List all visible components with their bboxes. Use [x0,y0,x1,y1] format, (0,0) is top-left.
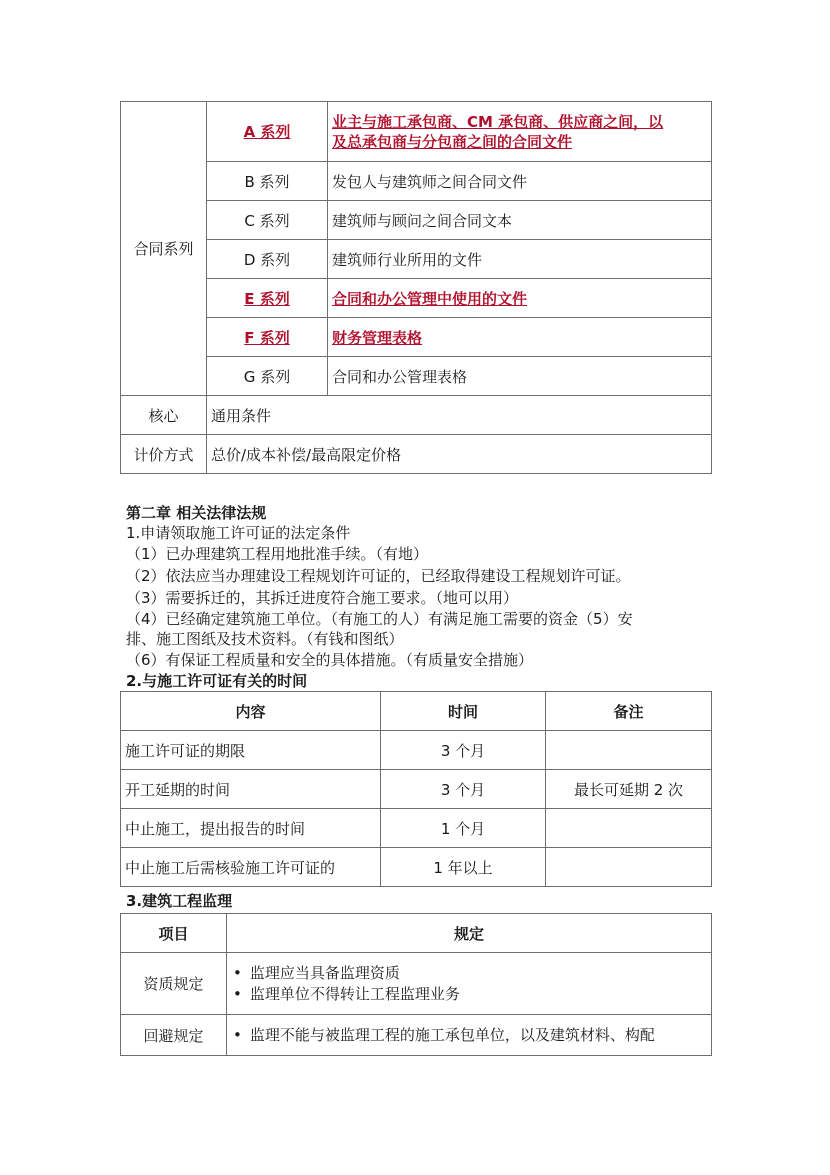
list-item: （1）已办理建筑工程用地批准手续。（有地） [126,545,429,563]
list-item: （2）依法应当办理建设工程规划许可证的，已经取得建设工程规划许可证。 [126,567,631,585]
table-cell: 1 个月 [381,809,546,848]
table-cell [227,1015,712,1056]
section-title: 1.申请领取施工许可证的法定条件 [126,524,351,542]
contract-series-label: 合同系列 [121,102,207,396]
table-row [121,162,712,201]
table-row [121,201,712,240]
bullet-list [231,963,711,1005]
series-code: F 系列 [207,318,328,357]
section-title: 3.建筑工程监理 [126,892,233,910]
contract-series-table [120,101,712,474]
column-header: 备注 [546,692,712,731]
series-code: G 系列 [207,357,328,396]
series-code: A 系列 [207,102,328,162]
table-cell [546,848,712,887]
series-code: B 系列 [207,162,328,201]
series-code: E 系列 [207,279,328,318]
section-title: 2.与施工许可证有关的时间 [126,672,308,690]
pricing-label: 计价方式 [121,435,207,474]
pricing-value: 总价/成本补偿/最高限定价格 [207,435,712,474]
column-header: 内容 [121,692,381,731]
series-code: D 系列 [207,240,328,279]
list-item: 排、施工图纸及技术资料。（有钱和图纸） [126,630,404,648]
series-desc: 业主与施工承包商、CM 承包商、供应商之间，以 及总承包商与分包商之间的合同文件 [328,102,712,162]
table-cell: 3 个月 [381,770,546,809]
list-item: （4）已经确定建筑施工单位。（有施工的人）有满足施工需要的资金（5）安 [126,610,633,628]
table-cell: 中止施工，提出报告的时间 [121,809,381,848]
table-cell: 施工许可证的期限 [121,731,381,770]
core-label: 核心 [121,396,207,435]
table-cell: 最长可延期 2 次 [546,770,712,809]
table-row [121,396,712,435]
series-desc: 合同和办公管理表格 [328,357,712,396]
bullet-list [231,1025,711,1046]
series-desc: 建筑师行业所用的文件 [328,240,712,279]
table-row [121,357,712,396]
table-row [121,279,712,318]
table-cell [546,731,712,770]
row-label: 资质规定 [121,953,227,1015]
table-row [121,435,712,474]
list-item: （6）有保证工程质量和安全的具体措施。（有质量安全措施） [126,651,534,669]
list-item: • 监理单位不得转让工程监理业务 [231,984,711,1005]
table-header-row [121,692,712,731]
table-row [121,848,712,887]
table-cell: 中止施工后需核验施工许可证的 [121,848,381,887]
list-item: （3）需要拆迁的，其拆迁进度符合施工要求。（地可以用） [126,589,519,607]
supervision-table [120,913,712,1056]
core-value: 通用条件 [207,396,712,435]
list-item: • 监理应当具备监理资质 [231,963,711,984]
table-row [121,809,712,848]
table-row [121,240,712,279]
table-row [121,102,712,162]
column-header: 项目 [121,914,227,953]
chapter-title: 第二章 相关法律法规 [126,504,267,522]
table-header-row [121,914,712,953]
series-desc: 发包人与建筑师之间合同文件 [328,162,712,201]
table-cell: 1 年以上 [381,848,546,887]
table-row [121,731,712,770]
series-code: C 系列 [207,201,328,240]
series-desc: 财务管理表格 [328,318,712,357]
table-row [121,1015,712,1056]
row-label: 回避规定 [121,1015,227,1056]
table-row [121,953,712,1015]
table-row [121,318,712,357]
table-cell [227,953,712,1015]
table-cell: 3 个月 [381,731,546,770]
series-desc: 合同和办公管理中使用的文件 [328,279,712,318]
table-cell [546,809,712,848]
series-desc: 建筑师与顾问之间合同文本 [328,201,712,240]
table-cell: 开工延期的时间 [121,770,381,809]
column-header: 规定 [227,914,712,953]
list-item: • 监理不能与被监理工程的施工承包单位，以及建筑材料、构配 [231,1025,711,1046]
table-row [121,770,712,809]
column-header: 时间 [381,692,546,731]
permit-time-table [120,691,712,887]
